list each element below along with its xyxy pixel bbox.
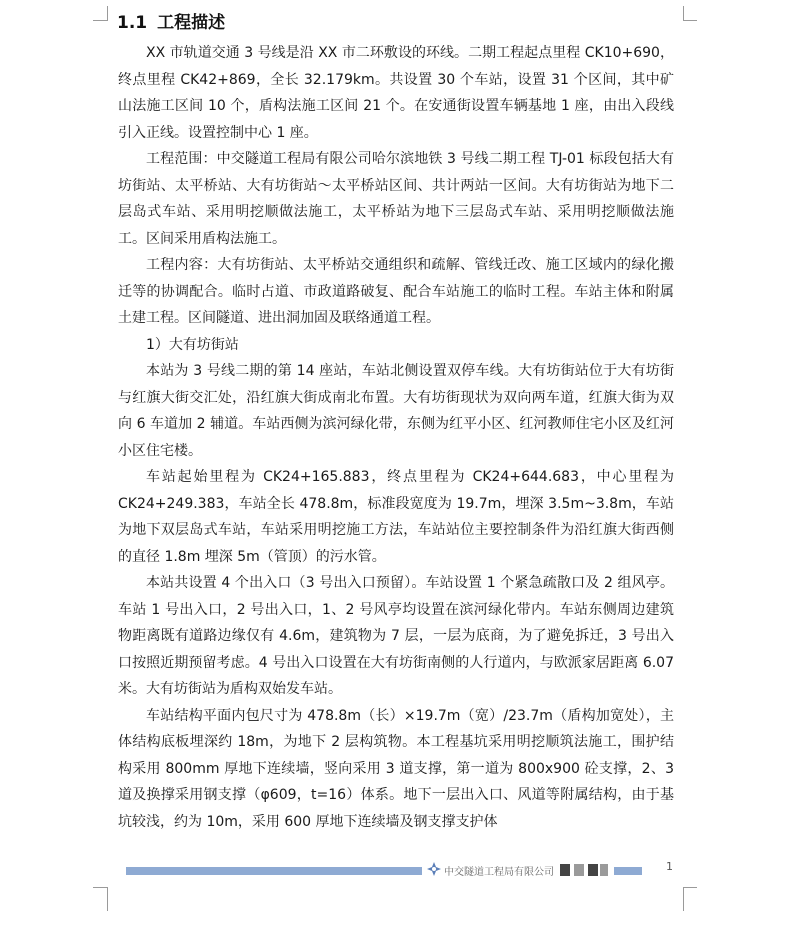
crop-mark-top-left-h: [93, 20, 107, 21]
crop-mark-top-right-h: [683, 20, 697, 21]
crop-mark-bottom-right-v: [683, 887, 684, 911]
paragraph-overview: XX 市轨道交通 3 号线是沿 XX 市二环敷设的环线。二期工程起点里程 CK10+690，终点里程 CK42+869，全长 32.179km。共设置 30 个车站，设置 31 个区间，其中矿山法施工区间 10 个，盾构法施工区间 21 个。在安通街设置车辆基地 1 座，由出入段线引入正线。设置控制中心 1 座。: [118, 45, 674, 141]
paragraph-scope: 工程范围：中交隧道工程局有限公司哈尔滨地铁 3 号线二期工程 TJ-01 标段包括大有坊街站、太平桥站、大有坊街站～太平桥站区间、共计两站一区间。大有坊街站为地下二层岛式车站、采用明挖顺做法施工，太平桥站为地下三层岛式车站、采用明挖顺做法施工。区间采用盾构法施工。: [118, 151, 674, 247]
paragraph-content: 工程内容：大有坊街站、太平桥站交通组织和疏解、管线迁改、施工区域内的绿化搬迁等的协调配合。临时占道、市政道路破复、配合车站施工的临时工程。车站主体和附属土建工程。区间隧道、进出洞加固及联络通道工程。: [118, 257, 674, 326]
page-number: 1: [666, 860, 673, 873]
paragraph-station-exits: 本站共设置 4 个出入口（3 号出入口预留）。车站设置 1 个紧急疏散口及 2 组风亭。车站 1 号出入口，2 号出入口，1、2 号风亭均设置在滨河绿化带内。车站东侧周边建筑物距离既有道路边缘仅有 4.6m，建筑物为 7 层，一层为底商，为了避免拆迁，3 号出入口按照近期预留考虑。4 号出入口设置在大有坊街南侧的人行道内，与欧派家居距离 6.07 米。大有坊街站为盾构双始发车站。: [118, 575, 674, 697]
section-number: 1.1: [117, 13, 148, 33]
crop-mark-top-left-v: [107, 6, 108, 21]
subsection-heading: 1）大有坊街站: [146, 336, 239, 353]
footer-square-4: [600, 864, 608, 876]
paragraph-station-mileage: 车站起始里程为 CK24+165.883，终点里程为 CK24+644.683，中心里程为 CK24+249.383，车站全长 478.8m，标准段宽度为 19.7m，埋深 3.5m~3.8m，车站为地下双层岛式车站，车站采用明挖施工方法，车站站位主要控制条件为沿红旗大街西侧的直径 1.8m 埋深 5m（管顶）的污水管。: [118, 469, 674, 565]
footer-bar-right: [614, 867, 642, 875]
footer-square-3: [588, 864, 598, 876]
crop-mark-top-right-v: [683, 6, 684, 21]
paragraph-station-structure: 车站结构平面内包尺寸为 478.8m（长）×19.7m（宽）/23.7m（盾构加宽处），主体结构底板埋深约 18m，为地下 2 层构筑物。本工程基坑采用明挖顺筑法施工，围护结构采用 800mm 厚地下连续墙，竖向采用 3 道支撑，第一道为 800x900 砼支撑，2、3 道及换撑采用钢支撑（φ609，t=16）体系。地下一层出入口、风道等附属结构，由于基坑较浅，约为 10m，采用 600 厚地下连续墙及钢支撑支护体: [118, 707, 674, 830]
footer-square-1: [560, 864, 570, 876]
crop-mark-bottom-right-h: [683, 887, 697, 888]
footer-bar-left: [126, 867, 422, 875]
crop-mark-bottom-left-h: [93, 887, 107, 888]
company-logo-icon: [426, 861, 442, 877]
crop-mark-bottom-left-v: [107, 887, 108, 911]
document-body: [118, 40, 674, 835]
footer-company-name: 中交隧道工程局有限公司: [444, 867, 554, 878]
footer-square-2: [574, 864, 584, 876]
paragraph-station-location: 本站为 3 号线二期的第 14 座站，车站北侧设置双停车线。大有坊街站位于大有坊街与红旗大街交汇处，沿红旗大街成南北布置。大有坊街现状为双向两车道，红旗大街为双向 6 车道加 2 辅道。车站西侧为滨河绿化带，东侧为红平小区、红河教师住宅小区及红河小区住宅楼。: [118, 363, 674, 459]
section-heading: [117, 8, 225, 33]
section-title: 工程描述: [157, 13, 226, 33]
